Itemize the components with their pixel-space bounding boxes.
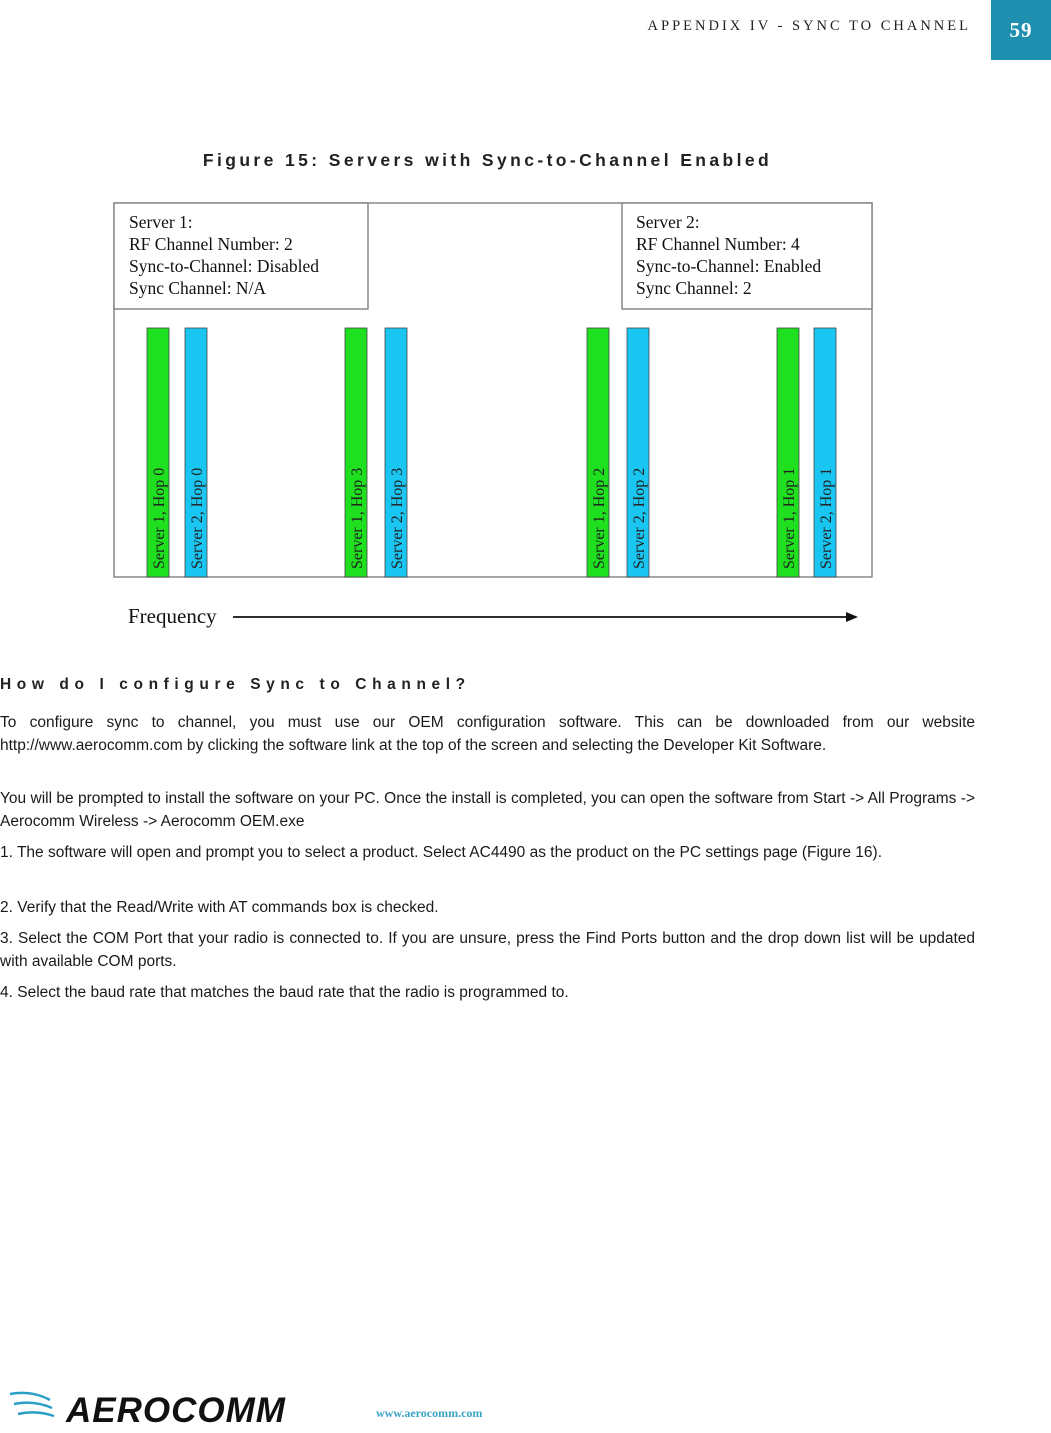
- paragraph: 2. Verify that the Read/Write with AT commands box is checked.: [0, 899, 439, 916]
- sync-channel-diagram: [100, 190, 890, 650]
- page-number: 59: [991, 0, 1051, 60]
- paragraph: To configure sync to channel, you must use our OEM configuration software. This can be downloaded from our website http://www.aerocomm.com by clicking the software link at the top of the screen and selecting the Developer Kit Software.: [0, 714, 975, 754]
- server1-info-line: Server 1:: [129, 212, 193, 232]
- hop-bar-label: Server 1, Hop 2: [591, 467, 608, 569]
- logo-text: AEROCOMM: [66, 1391, 286, 1428]
- server1-info-line: RF Channel Number: 2: [129, 234, 293, 254]
- server1-info-line: Sync Channel: N/A: [129, 278, 267, 298]
- server2-info-line: RF Channel Number: 4: [636, 234, 800, 254]
- server2-info-line: Sync Channel: 2: [636, 278, 752, 298]
- hop-bar-label: Server 1, Hop 3: [349, 467, 366, 569]
- footer-url[interactable]: www.aerocomm.com: [376, 1406, 483, 1420]
- hop-bar-label: Server 2, Hop 3: [389, 467, 406, 569]
- section-heading: How do I configure Sync to Channel?: [0, 676, 471, 693]
- hop-bar-label: Server 2, Hop 0: [189, 467, 206, 569]
- frequency-arrow-icon: [846, 612, 858, 622]
- signal-waves-icon: [10, 1393, 54, 1416]
- hop-bar-label: Server 2, Hop 1: [818, 467, 835, 569]
- paragraph: 4. Select the baud rate that matches the baud rate that the radio is programmed to.: [0, 984, 569, 1001]
- server2-info-line: Server 2:: [636, 212, 700, 232]
- paragraph: 3. Select the COM Port that your radio is connected to. If you are unsure, press the Find Ports button and the drop down list will be updated with available COM ports.: [0, 930, 975, 970]
- server2-info-line: Sync-to-Channel: Enabled: [636, 256, 822, 276]
- server1-info-line: Sync-to-Channel: Disabled: [129, 256, 320, 276]
- figure-caption: Figure 15: Servers with Sync-to-Channel Enabled: [202, 150, 773, 170]
- hop-bar-label: Server 1, Hop 1: [781, 467, 798, 569]
- paragraph: 1. The software will open and prompt you to select a product. Select AC4490 as the product on the PC settings page (Figure 16).: [0, 844, 883, 861]
- frequency-axis-label: Frequency: [128, 604, 217, 628]
- paragraph: You will be prompted to install the software on your PC. Once the install is completed, you can open the software from Start -> All Programs -> Aerocomm Wireless -> Aerocomm OEM.exe: [0, 790, 975, 830]
- aerocomm-logo: [8, 1386, 368, 1428]
- page-header-title: APPENDIX IV - SYNC TO CHANNEL: [647, 18, 971, 34]
- hop-bar-label: Server 1, Hop 0: [151, 467, 168, 569]
- hop-bar-label: Server 2, Hop 2: [631, 467, 648, 569]
